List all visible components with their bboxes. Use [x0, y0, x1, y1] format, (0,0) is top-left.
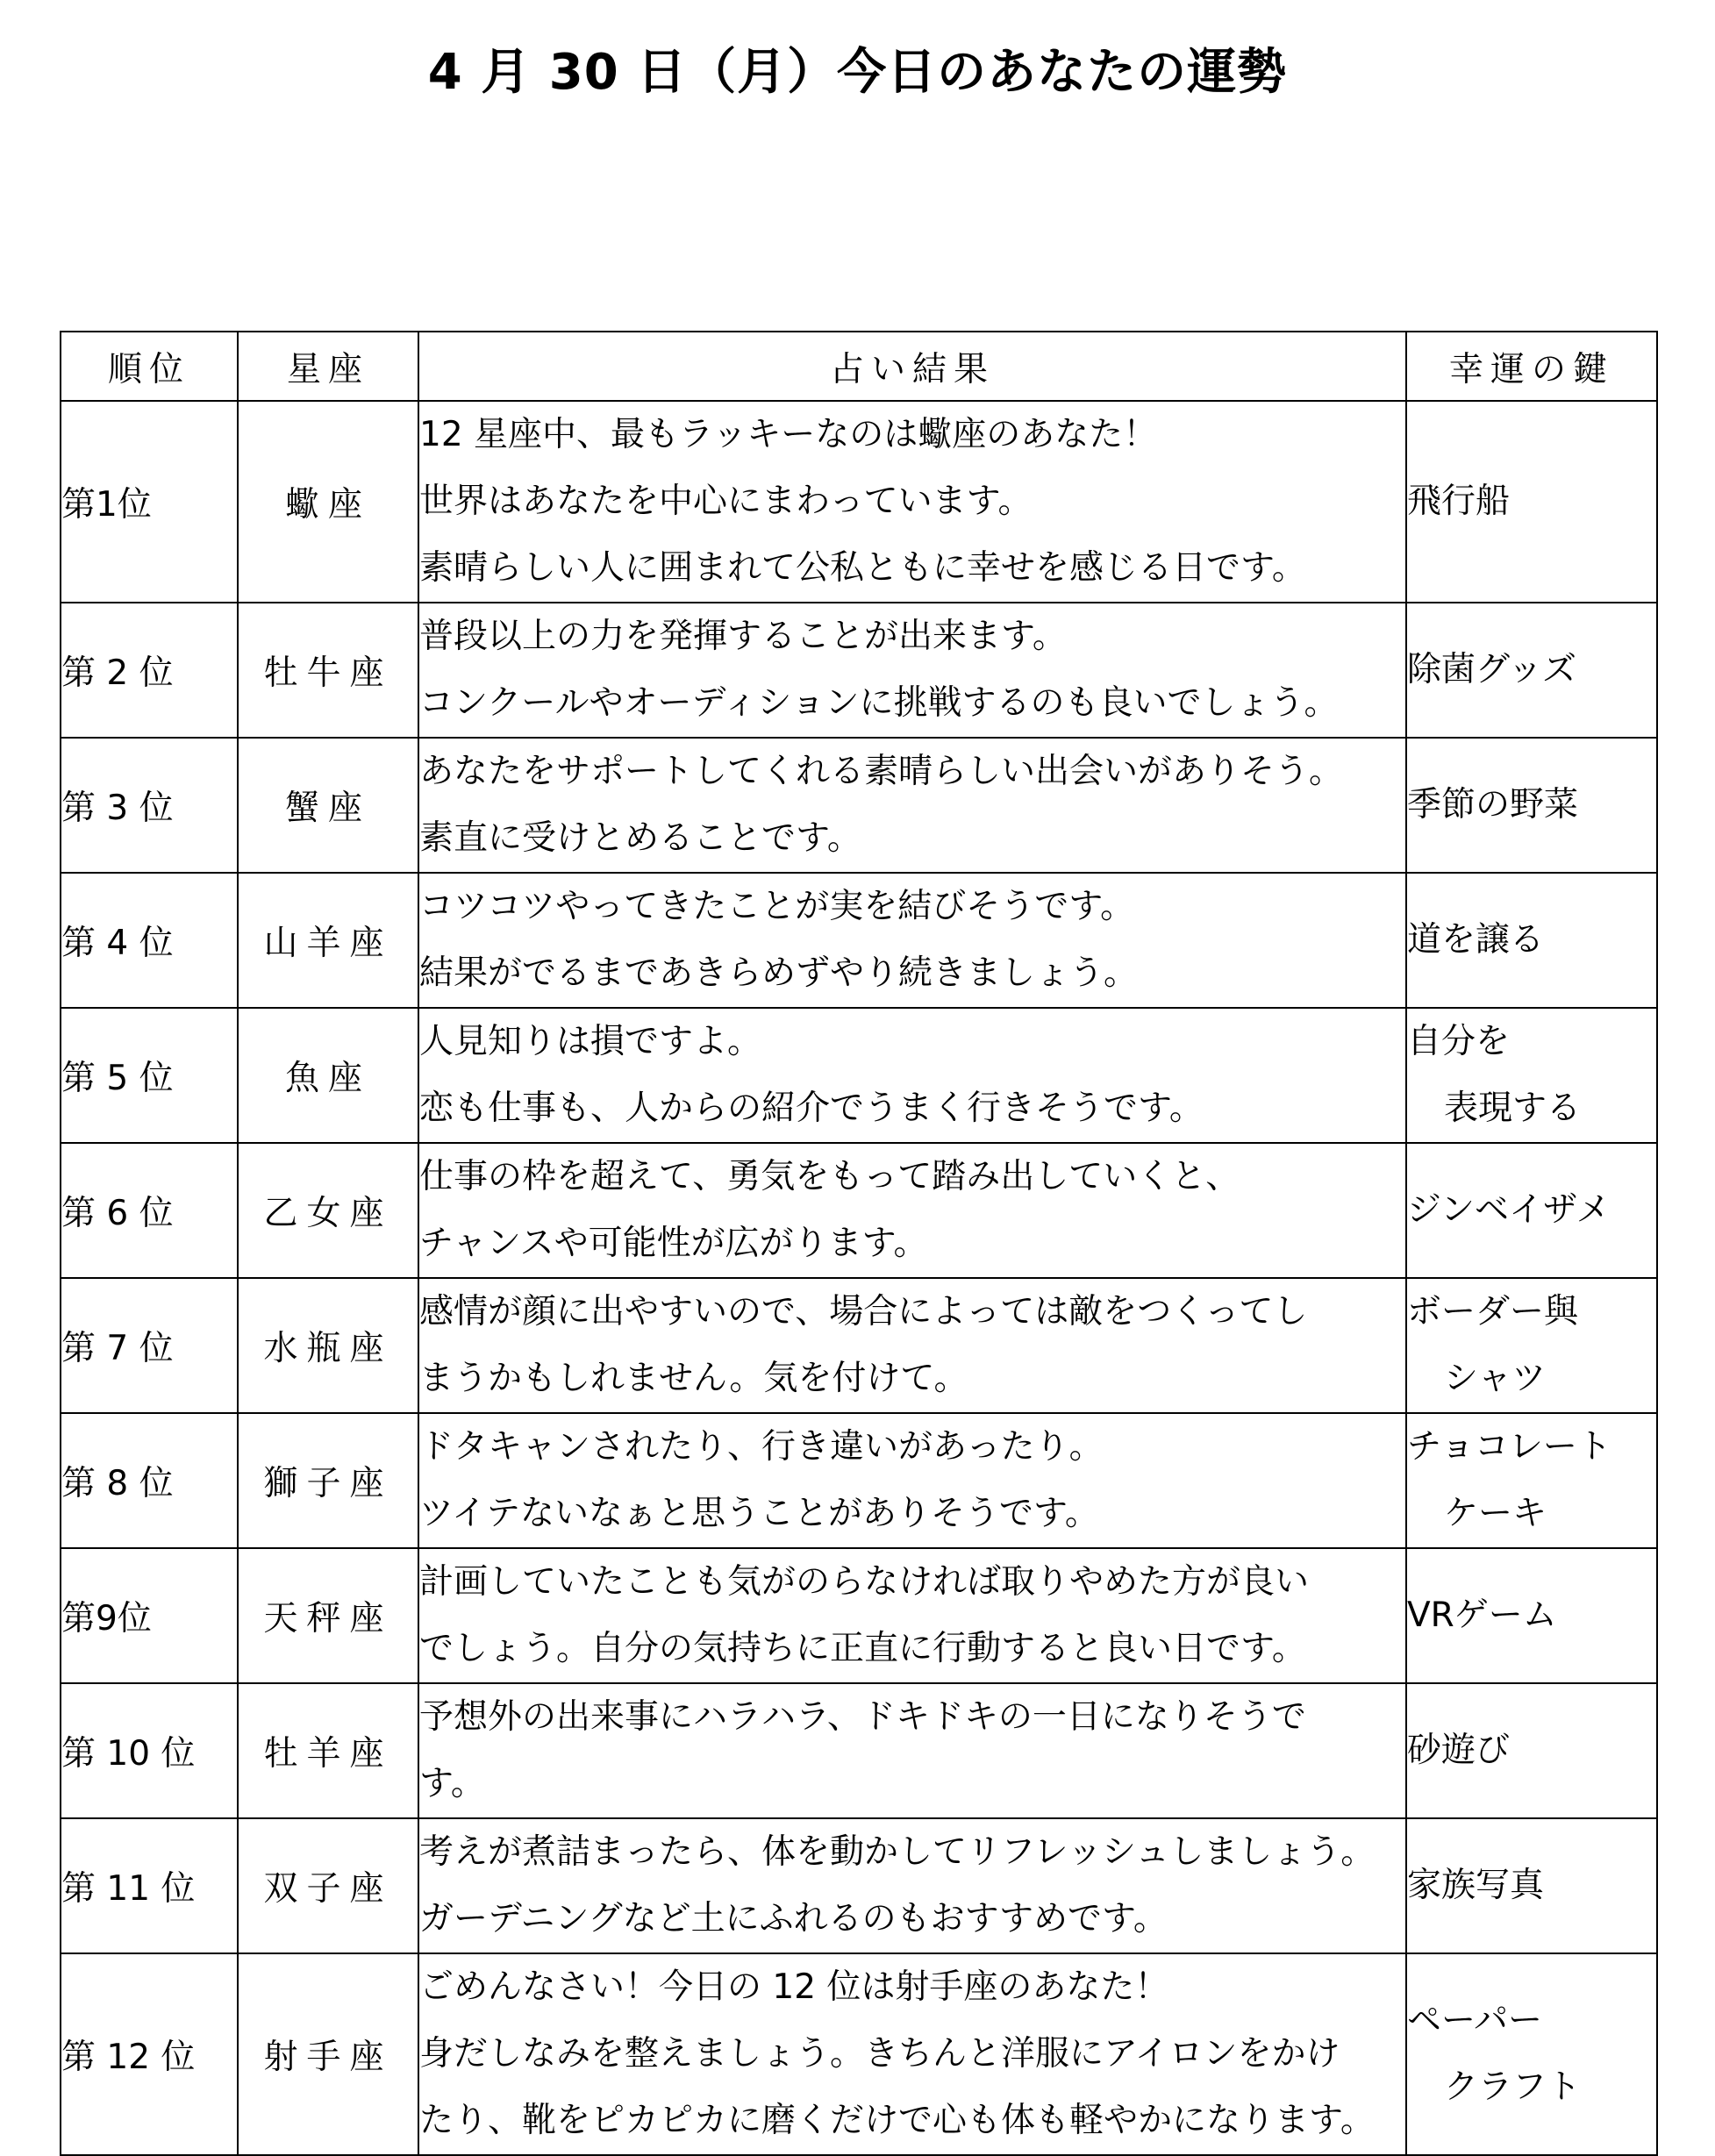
- sign-cell: 天秤座: [238, 1548, 418, 1683]
- lucky-key-line: 表現する: [1444, 1089, 1582, 1128]
- sign-cell: 乙女座: [238, 1143, 418, 1278]
- result-cell: [418, 873, 1406, 1008]
- result-line: 感情が顔に出やすいので、場合によっては敵をつくってし: [419, 1292, 1308, 1331]
- table-row: [61, 603, 1657, 738]
- lucky-key-cell: [1406, 1143, 1657, 1278]
- table-row: [61, 1953, 1657, 2155]
- result-line: コツコツやってきたことが実を結びそうです。: [419, 887, 1135, 926]
- result-line: ごめんなさい！今日の 12 位は射手座のあなた！: [419, 1967, 1169, 2007]
- result-line: チャンスや可能性が広がります。: [419, 1224, 928, 1263]
- table-row: [61, 1008, 1657, 1143]
- table-row: [61, 1818, 1657, 1953]
- result-line: 素晴らしい人に囲まれて公私ともに幸せを感じる日です。: [419, 548, 1306, 588]
- result-cell: [418, 1413, 1406, 1548]
- lucky-key-cell: [1406, 1413, 1657, 1548]
- rank-cell: 第 4 位: [61, 873, 238, 1008]
- lucky-key-cell: [1406, 1683, 1657, 1818]
- table-header-row: [61, 332, 1657, 401]
- sign-cell: 蠍座: [238, 401, 418, 603]
- sign-cell: 牡牛座: [238, 603, 418, 738]
- result-cell: [418, 1683, 1406, 1818]
- lucky-key-cell: [1406, 1548, 1657, 1683]
- table-row: [61, 401, 1657, 603]
- result-line: ドタキャンされたり、行き違いがあったり。: [419, 1427, 1104, 1467]
- result-line: 恋も仕事も、人からの紹介でうまく行きそうです。: [419, 1089, 1204, 1128]
- result-line: す。: [419, 1764, 485, 1803]
- lucky-key-cell: [1406, 1278, 1657, 1413]
- result-cell: [418, 738, 1406, 873]
- table-row: [61, 1548, 1657, 1683]
- lucky-key-line: ケーキ: [1444, 1494, 1547, 1533]
- sign-cell: 蟹座: [238, 738, 418, 873]
- lucky-key-line: ボーダー與: [1407, 1292, 1579, 1331]
- rank-cell: 第 10 位: [61, 1683, 238, 1818]
- result-line: 計画していたことも気がのらなければ取りやめた方が良い: [419, 1562, 1310, 1602]
- result-line: でしょう。自分の気持ちに正直に行動すると良い日です。: [419, 1629, 1306, 1668]
- sign-cell: 射手座: [238, 1953, 418, 2155]
- result-line: 身だしなみを整えましょう。きちんと洋服にアイロンをかけ: [419, 2034, 1340, 2074]
- lucky-key-line: 除菌グッズ: [1407, 650, 1577, 689]
- header-sign: 星座: [238, 332, 418, 401]
- table-row: [61, 1278, 1657, 1413]
- sign-cell: 水瓶座: [238, 1278, 418, 1413]
- rank-cell: 第1位: [61, 401, 238, 603]
- result-line: 素直に受けとめることです。: [419, 818, 861, 858]
- lucky-key-cell: [1406, 401, 1657, 603]
- fortune-ranking-table: [60, 331, 1658, 2156]
- result-line: 予想外の出来事にハラハラ、ドキドキの一日になりそうで: [419, 1697, 1306, 1737]
- lucky-key-cell: [1406, 1008, 1657, 1143]
- result-cell: [418, 1278, 1406, 1413]
- lucky-key-cell: [1406, 1818, 1657, 1953]
- header-result: 占い結果: [418, 332, 1406, 401]
- lucky-key-cell: [1406, 873, 1657, 1008]
- lucky-key-cell: [1406, 603, 1657, 738]
- rank-cell: 第 5 位: [61, 1008, 238, 1143]
- rank-cell: 第 8 位: [61, 1413, 238, 1548]
- rank-cell: 第 6 位: [61, 1143, 238, 1278]
- sign-cell: 双子座: [238, 1818, 418, 1953]
- result-line: あなたをサポートしてくれる素晴らしい出会いがありそう。: [419, 752, 1344, 791]
- result-line: 仕事の枠を超えて、勇気をもって踏み出していくと、: [419, 1157, 1240, 1196]
- lucky-key-line: 季節の野菜: [1407, 785, 1579, 825]
- lucky-key-line: VRゲーム: [1407, 1596, 1557, 1635]
- result-cell: [418, 401, 1406, 603]
- lucky-key-line: ジンベイザメ: [1407, 1190, 1611, 1230]
- result-line: まうかもしれません。気を付けて。: [419, 1359, 968, 1398]
- result-cell: [418, 603, 1406, 738]
- result-cell: [418, 1143, 1406, 1278]
- rank-cell: 第 2 位: [61, 603, 238, 738]
- result-line: 世界はあなたを中心にまわっています。: [419, 482, 1033, 521]
- rank-cell: 第9位: [61, 1548, 238, 1683]
- result-line: たり、靴をピカピカに磨くだけで心も体も軽やかになります。: [419, 2101, 1375, 2140]
- result-cell: [418, 1548, 1406, 1683]
- lucky-key-line: チョコレート: [1407, 1427, 1611, 1467]
- lucky-key-line: 飛行船: [1407, 482, 1511, 521]
- lucky-key-line: 砂遊び: [1407, 1731, 1511, 1770]
- sign-cell: 山羊座: [238, 873, 418, 1008]
- lucky-key-line: 道を譲る: [1407, 920, 1545, 960]
- rank-cell: 第 11 位: [61, 1818, 238, 1953]
- rank-cell: 第 7 位: [61, 1278, 238, 1413]
- result-line: 普段以上の力を発揮することが出来ます。: [419, 617, 1067, 656]
- lucky-key-line: 家族写真: [1407, 1866, 1545, 1905]
- result-line: 考えが煮詰まったら、体を動かしてリフレッシュしましょう。: [419, 1832, 1376, 1872]
- page-title: 4 月 30 日（月）今日のあなたの運勢: [427, 44, 1288, 101]
- lucky-key-line: 自分を: [1407, 1022, 1511, 1061]
- table-row: [61, 1413, 1657, 1548]
- table-row: [61, 1683, 1657, 1818]
- result-cell: [418, 1818, 1406, 1953]
- header-lucky-key: 幸運の鍵: [1406, 332, 1657, 401]
- header-rank: 順位: [61, 332, 238, 401]
- lucky-key-cell: [1406, 738, 1657, 873]
- result-cell: [418, 1008, 1406, 1143]
- sign-cell: 牡羊座: [238, 1683, 418, 1818]
- lucky-key-line: ペーパー: [1407, 2001, 1543, 2040]
- rank-cell: 第 3 位: [61, 738, 238, 873]
- result-line: コンクールやオーディションに挑戦するのも良いでしょう。: [419, 683, 1339, 723]
- rank-cell: 第 12 位: [61, 1953, 238, 2155]
- lucky-key-cell: [1406, 1953, 1657, 2155]
- sign-cell: 獅子座: [238, 1413, 418, 1548]
- sign-cell: 魚座: [238, 1008, 418, 1143]
- lucky-key-line: クラフト: [1444, 2067, 1582, 2107]
- result-line: 12 星座中、最もラッキーなのは蠍座のあなた！: [419, 415, 1158, 454]
- result-line: ツイテないなぁと思うことがありそうです。: [419, 1494, 1099, 1533]
- result-line: ガーデニングなど土にふれるのもおすすめです。: [419, 1899, 1168, 1938]
- result-line: 結果がでるまであきらめずやり続きましょう。: [419, 953, 1139, 993]
- result-cell: [418, 1953, 1406, 2155]
- table-row: [61, 873, 1657, 1008]
- result-line: 人見知りは損ですよ。: [419, 1022, 762, 1061]
- table-row: [61, 1143, 1657, 1278]
- table-row: [61, 738, 1657, 873]
- lucky-key-line: シャツ: [1444, 1359, 1547, 1398]
